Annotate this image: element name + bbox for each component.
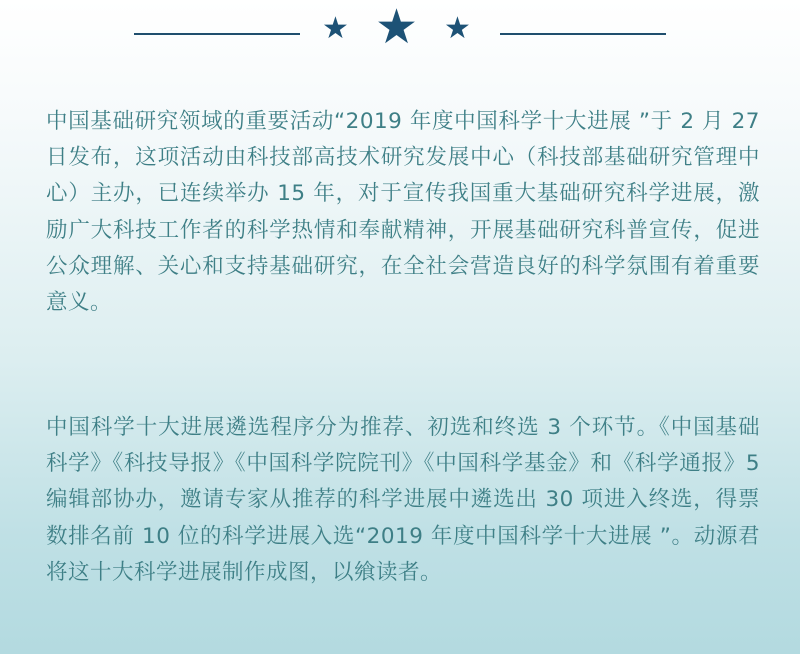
star-icon: ★ [444, 11, 471, 46]
star-icon: ★ [375, 0, 419, 55]
star-icon: ★ [322, 11, 349, 46]
article-paragraph-selection-process: 中国科学十大进展遴选程序分为推荐、初选和终选 3 个环节。《中国基础科学》《科技导报》《中国科学院院刊》《中国科学基金》和《科学通报》5 编辑部协办，邀请专家从推荐的科学进展中遴选出 30 项进入终选，得票数排名前 10 位的科学进展入选“2019 年度中国科学十大进展 ”。动源君将这十大科学进展制作成图，以飨读者。 [46, 415, 760, 585]
header-divider-left [134, 33, 300, 35]
article-paragraph-intro: 中国基础研究领域的重要活动“2019 年度中国科学十大进展 ”于 2 月 27 日发布，这项活动由科技部高技术研究发展中心（科技部基础研究管理中心）主办，已连续举办 15 年，对于宣传我国重大基础研究科学进展，激励广大科技工作者的科学热情和奉献精神，开展基础研究科普宣传，促进公众理解、关心和支持基础研究，在全社会营造良好的科学氛围有着重要意义。 [46, 109, 760, 316]
decorative-header [0, 0, 800, 70]
header-divider-right [500, 33, 666, 35]
